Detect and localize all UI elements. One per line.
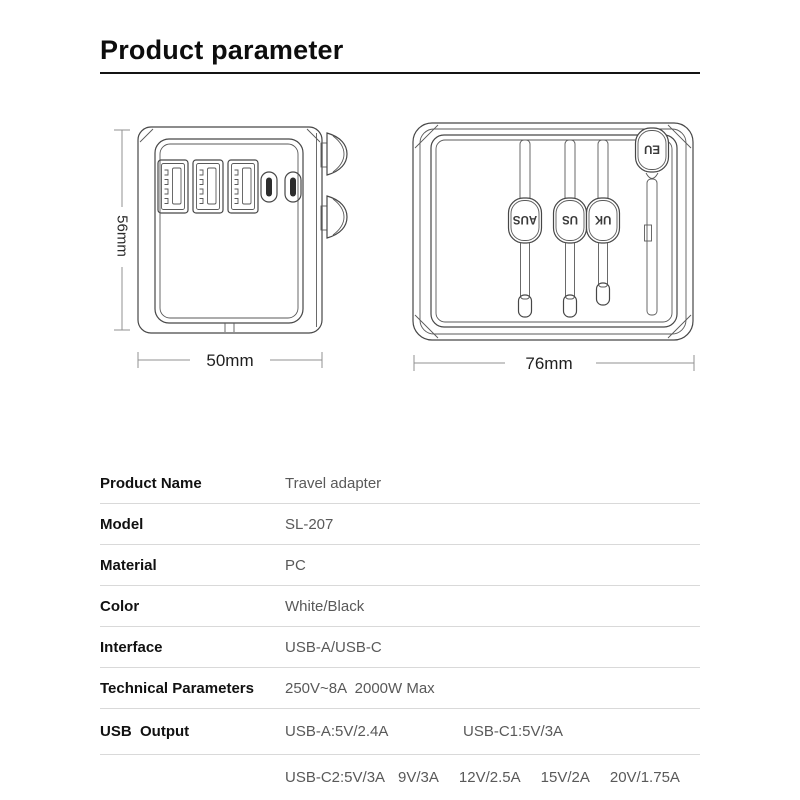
spec-label: Technical Parameters: [100, 679, 254, 697]
width-dimension-label-bottom: 76mm: [525, 354, 573, 373]
page-header: [100, 36, 700, 74]
spec-row-material: [100, 545, 700, 586]
front-view-drawing: [114, 127, 348, 370]
width-dimension-bottom: [414, 354, 694, 373]
plug-label-eu: EU: [644, 142, 660, 155]
usb-c2-15v-value: 15V/2A: [540, 768, 590, 786]
usb-a-port-3: [228, 160, 258, 213]
side-knob-bottom: [321, 196, 347, 238]
spec-label: Model: [100, 515, 144, 533]
spec-row-product-name: [100, 463, 700, 504]
usb-a-output-value: USB-A:5V/2.4A: [285, 723, 389, 740]
page-title: Product parameter: [100, 35, 344, 65]
plug-label-aus: AUS: [512, 213, 538, 225]
plug-slider-aus: [509, 140, 542, 317]
spec-value: SL-207: [285, 515, 334, 533]
bottom-view-drawing: [413, 123, 694, 373]
spec-value-group: [285, 769, 680, 786]
spec-label: Color: [100, 597, 140, 615]
plug-label-uk: UK: [594, 213, 612, 225]
spec-value-group: [285, 723, 563, 740]
plug-slider-eu: [636, 128, 669, 315]
side-knob-top: [321, 133, 347, 175]
spec-table: [100, 463, 700, 799]
usb-c2-output-value: USB-C2:5V/3A: [285, 768, 386, 786]
height-dimension: [114, 130, 131, 330]
plug-slider-us: [554, 140, 587, 317]
spec-value: PC: [285, 556, 306, 574]
usb-c-port-1: [261, 172, 277, 202]
spec-row-model: [100, 504, 700, 545]
spec-value: USB-A/USB-C: [285, 638, 382, 656]
usb-c-port-2: [285, 172, 301, 202]
spec-value: White/Black: [285, 597, 365, 615]
width-dimension-label-front: 50mm: [206, 351, 254, 370]
width-dimension-front: [138, 351, 322, 370]
spec-row-interface: [100, 627, 700, 668]
title-underline: [100, 72, 700, 74]
spec-label: Product Name: [100, 474, 202, 492]
plug-label-us: US: [562, 213, 578, 225]
spec-row-usb-output: [100, 709, 700, 755]
face-outer-outline: [155, 139, 303, 323]
usb-c2-20v-value: 20V/1.75A: [609, 768, 680, 786]
spec-label: USB Output: [100, 723, 190, 740]
spec-value: Travel adapter: [285, 474, 382, 492]
spec-label: Interface: [100, 638, 163, 656]
spec-value: 250V~8A 2000W Max: [285, 679, 435, 697]
spec-label: Material: [100, 556, 157, 574]
usb-a-port-2: [193, 160, 223, 213]
plug-slider-uk: [587, 140, 620, 305]
adapter-body-outline: [138, 127, 322, 333]
spec-row-usb-c2-output: [100, 755, 700, 799]
spec-row-technical-parameters: [100, 668, 700, 709]
height-dimension-label: 56mm: [113, 215, 131, 257]
spec-row-color: [100, 586, 700, 627]
technical-drawings: [0, 95, 800, 395]
usb-a-port-1: [158, 160, 188, 213]
usb-c2-9v-value: 9V/3A: [398, 768, 439, 786]
usb-c2-12v-value: 12V/2.5A: [458, 768, 521, 786]
usb-c1-output-value: USB-C1:5V/3A: [463, 723, 564, 740]
bottom-seam-marks: [225, 323, 234, 332]
